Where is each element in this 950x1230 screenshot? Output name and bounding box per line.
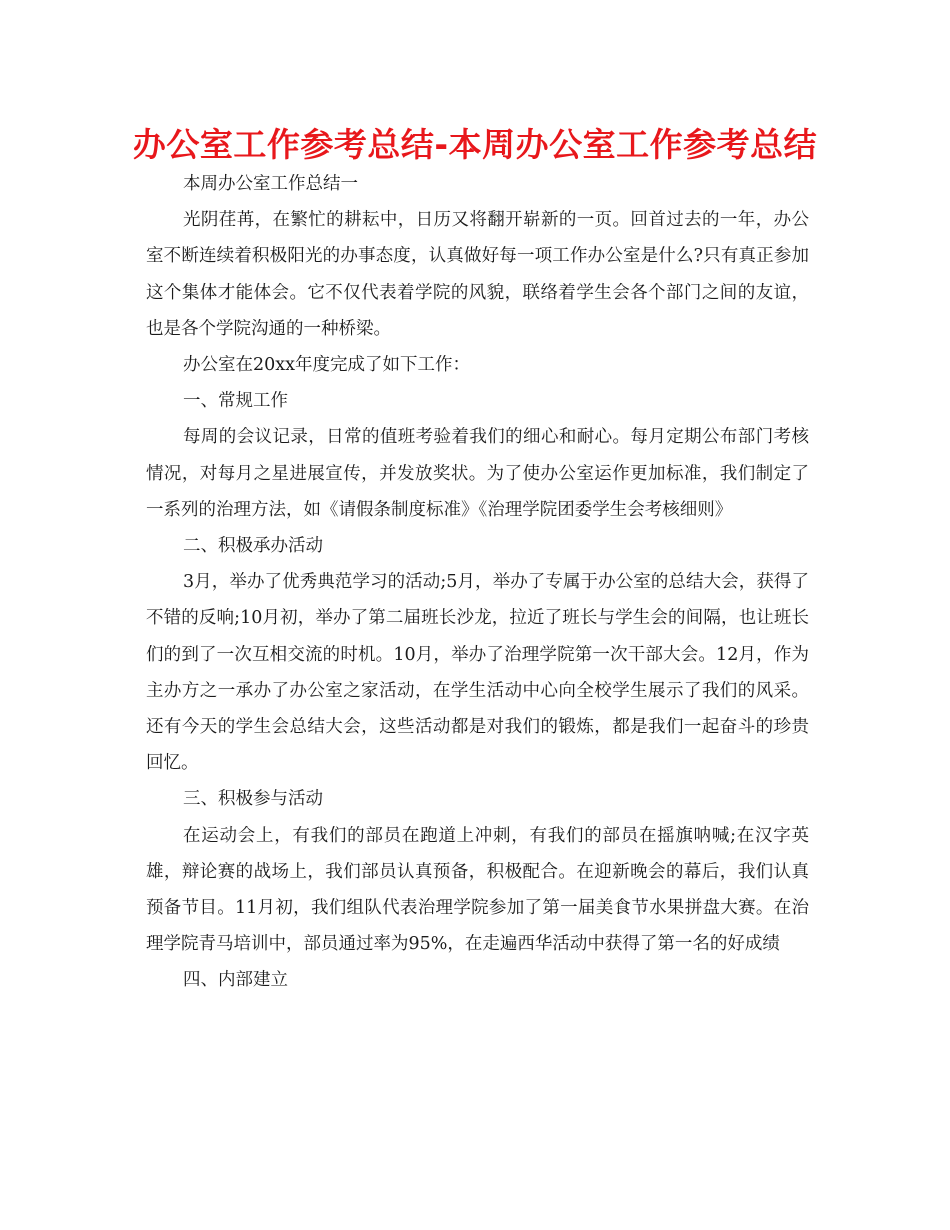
section-heading: 二、积极承办活动	[183, 536, 323, 557]
body-paragraph: 3月，举办了优秀典范学习的活动;5月，举办了专属于办公室的总结大会，获得了不错的反响;10月初，举办了第二届班长沙龙，拉近了班长与学生会的间隔，也让班长们的到了一次互相交流的时机。10月，举办了治理学院第一次干部大会。12月，作为主办方之一承办了办公室之家活动，在学生活动中心向全校学生展示了我们的风采。还有今天的学生会总结大会，这些活动都是对我们的锻炼，都是我们一起奋斗的珍贵回忆。	[146, 572, 809, 774]
section-heading: 本周办公室工作总结一	[183, 174, 358, 194]
section-heading: 三、积极参与活动	[183, 789, 323, 810]
section-heading: 办公室在20xx年度完成了如下工作：	[183, 355, 471, 376]
section-heading: 一、常规工作	[183, 391, 288, 412]
body-paragraph: 光阴荏苒，在繁忙的耕耘中，日历又将翻开崭新的一页。回首过去的一年，办公室不断连续着积极阳光的办事态度，认真做好每一项工作办公室是什么?只有真正参加这个集体才能体会。它不仅代表着学院的风貌，联络着学生会各个部门之间的友谊，也是各个学院沟通的一种桥梁。	[146, 210, 809, 339]
document-title: 办公室工作参考总结-本周办公室工作参考总结	[132, 125, 818, 164]
body-paragraph: 在运动会上，有我们的部员在跑道上冲刺，有我们的部员在摇旗呐喊;在汉字英雄，辩论赛的战场上，我们部员认真预备，积极配合。在迎新晚会的幕后，我们认真预备节目。11月初，我们组队代表治理学院参加了第一届美食节水果拼盘大赛。在治理学院青马培训中，部员通过率为95%，在走遍西华活动中获得了第一名的好成绩	[146, 825, 809, 955]
section-heading: 四、内部建立	[183, 970, 288, 991]
document-body	[146, 166, 809, 999]
body-paragraph: 每周的会议记录，日常的值班考验着我们的细心和耐心。每月定期公布部门考核情况，对每月之星进展宣传，并发放奖状。为了使办公室运作更加标准，我们制定了一系列的治理方法，如《请假条制度标准》《治理学院团委学生会考核细则》	[146, 427, 809, 520]
